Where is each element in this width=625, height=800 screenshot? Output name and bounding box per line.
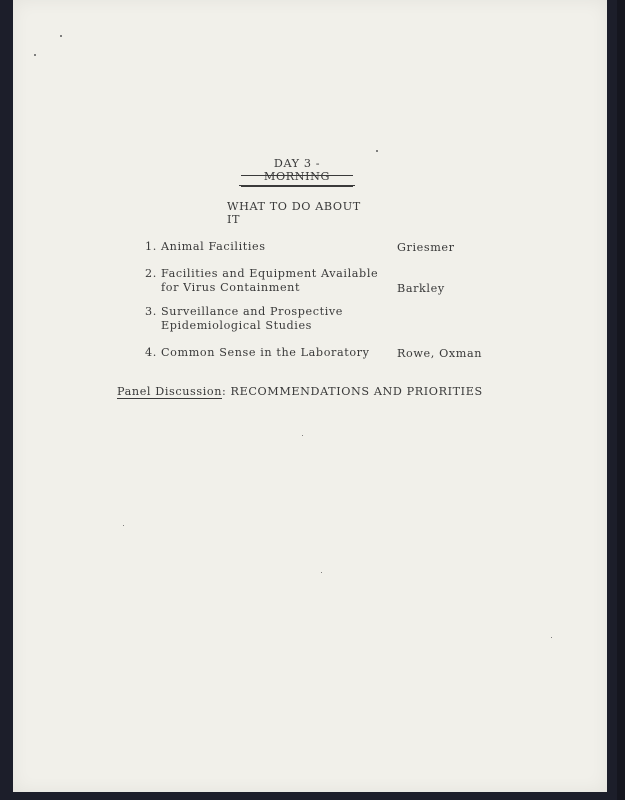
- speck-mark: [123, 525, 124, 526]
- agenda-item-3: [145, 305, 343, 333]
- panel-separator: :: [222, 385, 227, 398]
- item-number: 3.: [145, 305, 157, 318]
- speck-mark: [302, 435, 303, 436]
- item-title: Facilities and Equipment Available: [161, 267, 379, 280]
- item-number: 2.: [145, 267, 157, 280]
- agenda-item-1: [145, 240, 266, 254]
- speaker-item-4: Rowe, Oxman: [397, 347, 483, 360]
- speck-mark: [60, 35, 62, 37]
- item-title-continued: Epidemiological Studies: [161, 319, 312, 332]
- speck-mark: [551, 637, 552, 638]
- double-underline: [241, 175, 353, 176]
- section-heading: WHAT TO DO ABOUT IT: [227, 200, 361, 226]
- panel-text: RECOMMENDATIONS AND PRIORITIES: [226, 385, 483, 398]
- item-number: 1.: [145, 240, 157, 253]
- agenda-item-2: [145, 267, 378, 295]
- speck-mark: [34, 54, 36, 56]
- item-title: Surveillance and Prospective: [161, 305, 344, 318]
- day-heading-text: DAY 3 - MORNING: [239, 157, 355, 186]
- speck-mark: [376, 150, 378, 152]
- day-heading: [239, 157, 355, 186]
- item-title: Animal Facilities: [161, 240, 266, 253]
- panel-label: Panel Discussion: [117, 385, 223, 398]
- speaker-item-2: Barkley: [397, 282, 445, 295]
- item-title: Common Sense in the Laboratory: [161, 346, 370, 359]
- item-number: 4.: [145, 346, 157, 359]
- panel-discussion: [117, 385, 483, 398]
- document-page: [13, 0, 607, 792]
- agenda-item-4: [145, 346, 370, 360]
- speck-mark: [321, 572, 322, 573]
- item-title-continued: for Virus Containment: [161, 281, 301, 294]
- speaker-item-1: Griesmer: [397, 241, 455, 254]
- page-edge-shadow: [617, 0, 625, 800]
